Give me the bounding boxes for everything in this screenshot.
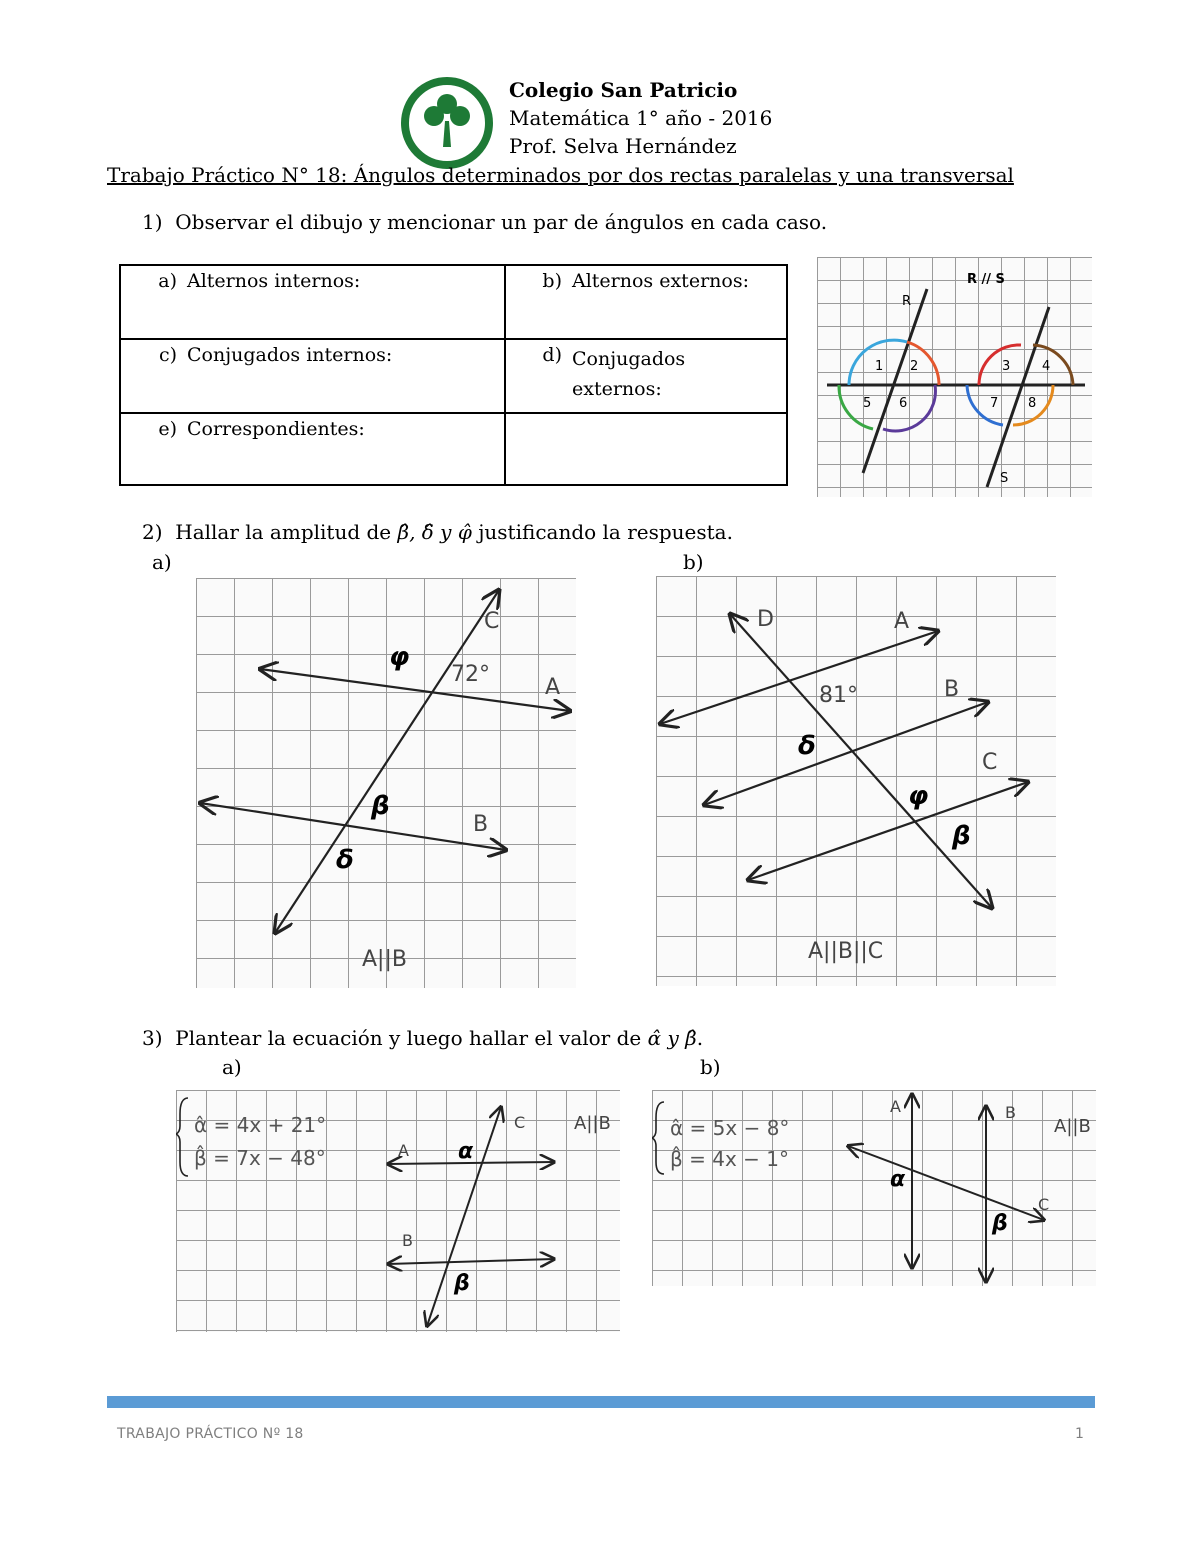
fig1-label-s: S bbox=[1000, 471, 1009, 486]
q2a-label: a) bbox=[152, 550, 172, 574]
q2b-phi: φ bbox=[908, 781, 929, 811]
q2b-note: A||B||C bbox=[808, 939, 884, 964]
cell-text: Alternos internos: bbox=[187, 270, 361, 292]
figure-q2b-drawing bbox=[656, 576, 1056, 986]
cell-text: Correspondientes: bbox=[187, 418, 365, 440]
q2-symbols: β̂, δ̂ y φ̂ bbox=[397, 520, 472, 544]
q2b-line-a: A bbox=[894, 609, 910, 634]
q3a-line-c: C bbox=[514, 1113, 526, 1132]
q3a-line-a: A bbox=[398, 1141, 409, 1160]
q2a-delta: δ bbox=[336, 845, 354, 875]
q2a-line-a: A bbox=[545, 675, 561, 700]
fig1-angle-2: 2 bbox=[910, 359, 919, 374]
q3-heading bbox=[142, 1026, 703, 1050]
fig1-label-r: R bbox=[902, 294, 912, 309]
q2b-beta: β bbox=[952, 821, 971, 851]
q2-number: 2) bbox=[142, 520, 163, 544]
q3b-label: b) bbox=[700, 1055, 721, 1079]
q3b-line-b: B bbox=[1005, 1103, 1016, 1122]
q2b-label: b) bbox=[683, 550, 704, 574]
figure-q3a bbox=[176, 1090, 620, 1332]
figure-q1-drawing bbox=[817, 257, 1092, 497]
fig1-angle-7: 7 bbox=[990, 396, 999, 411]
q3a-alpha: α bbox=[458, 1139, 474, 1164]
page-title: Trabajo Práctico N° 18: Ángulos determinados por dos rectas paralelas y una transversal bbox=[107, 163, 1014, 187]
q2b-line-d: D bbox=[757, 607, 774, 632]
cell-empty[interactable] bbox=[505, 413, 787, 485]
cell-text: Alternos externos: bbox=[572, 270, 749, 292]
cell-text: Conjugados externos: bbox=[572, 348, 686, 400]
q3-text-end: . bbox=[696, 1026, 704, 1050]
cell-text: Conjugados internos: bbox=[187, 344, 393, 366]
q3b-line-a: A bbox=[890, 1097, 901, 1116]
q2a-beta: β bbox=[371, 791, 390, 821]
q3b-note: A||B bbox=[1054, 1116, 1091, 1137]
q2a-phi: φ bbox=[389, 642, 410, 672]
fig1-parallel-note: R // S bbox=[967, 272, 1005, 287]
fig1-angle-3: 3 bbox=[1002, 359, 1011, 374]
q3b-eq2: β̂ = 4x − 1° bbox=[670, 1147, 789, 1171]
q1-text: Observar el dibujo y mencionar un par de ángulos en cada caso. bbox=[175, 210, 828, 234]
q2-text-start: Hallar la amplitud de bbox=[175, 520, 398, 544]
q3a-eq1: α̂ = 4x + 21° bbox=[194, 1113, 327, 1137]
q2-text-end: justificando la respuesta. bbox=[471, 520, 733, 544]
fig1-angle-8: 8 bbox=[1028, 396, 1037, 411]
shamrock-icon bbox=[401, 77, 493, 169]
q2b-angle-value: 81° bbox=[819, 683, 858, 708]
footer-text: TRABAJO PRÁCTICO Nº 18 bbox=[117, 1426, 304, 1442]
cell-label: a) bbox=[158, 270, 177, 292]
q2b-delta: δ bbox=[798, 731, 816, 761]
figure-q1 bbox=[817, 257, 1092, 497]
school-name: Colegio San Patricio bbox=[509, 78, 738, 102]
q3b-alpha: α bbox=[890, 1167, 906, 1192]
q3-symbols: α̂ y β̂ bbox=[647, 1026, 697, 1050]
fig1-angle-4: 4 bbox=[1042, 359, 1051, 374]
q2b-line-b: B bbox=[944, 677, 960, 702]
q2a-note: A||B bbox=[362, 947, 407, 972]
cell-label: e) bbox=[158, 418, 177, 440]
q2-heading bbox=[142, 520, 733, 544]
figure-q2a bbox=[196, 578, 576, 988]
page-number: 1 bbox=[1075, 1426, 1084, 1442]
figure-q2a-drawing bbox=[196, 578, 576, 988]
q1-number: 1) bbox=[142, 210, 163, 234]
q3-number: 3) bbox=[142, 1026, 163, 1050]
cell-conjugados-internos[interactable] bbox=[120, 339, 505, 413]
q2b-line-c: C bbox=[982, 750, 998, 775]
school-logo bbox=[401, 77, 493, 169]
q3-text-start: Plantear la ecuación y luego hallar el valor de bbox=[175, 1026, 648, 1050]
q2a-line-c: C bbox=[484, 609, 500, 634]
course-line: Matemática 1° año - 2016 bbox=[509, 106, 773, 130]
figure-q3b bbox=[652, 1090, 1096, 1286]
q3a-beta: β bbox=[454, 1271, 470, 1296]
q3a-note: A||B bbox=[574, 1113, 611, 1134]
q1-heading bbox=[142, 210, 827, 234]
angles-table bbox=[119, 264, 788, 486]
figure-q3a-drawing bbox=[176, 1090, 620, 1332]
q3b-line-c: C bbox=[1038, 1195, 1050, 1214]
figure-q2b bbox=[656, 576, 1056, 986]
figure-q3b-drawing bbox=[652, 1090, 1096, 1286]
cell-alternos-externos[interactable] bbox=[505, 265, 787, 339]
q2a-line-b: B bbox=[473, 812, 489, 837]
fig1-angle-6: 6 bbox=[899, 396, 908, 411]
cell-label: b) bbox=[542, 270, 562, 292]
q3a-label: a) bbox=[222, 1055, 242, 1079]
cell-correspondientes[interactable] bbox=[120, 413, 505, 485]
fig1-angle-1: 1 bbox=[875, 359, 884, 374]
q3b-beta: β bbox=[992, 1211, 1008, 1236]
cell-label: c) bbox=[158, 344, 177, 366]
q3a-eq2: β̂ = 7x − 48° bbox=[194, 1146, 326, 1170]
footer-bar bbox=[107, 1396, 1095, 1408]
cell-alternos-internos[interactable] bbox=[120, 265, 505, 339]
q3a-line-b: B bbox=[402, 1231, 413, 1250]
cell-label: d) bbox=[542, 344, 562, 366]
cell-conjugados-externos[interactable] bbox=[505, 339, 787, 413]
fig1-angle-5: 5 bbox=[863, 396, 872, 411]
q3b-eq1: α̂ = 5x − 8° bbox=[670, 1116, 790, 1140]
q2a-angle-value: 72° bbox=[451, 662, 490, 687]
teacher-line: Prof. Selva Hernández bbox=[509, 134, 737, 158]
